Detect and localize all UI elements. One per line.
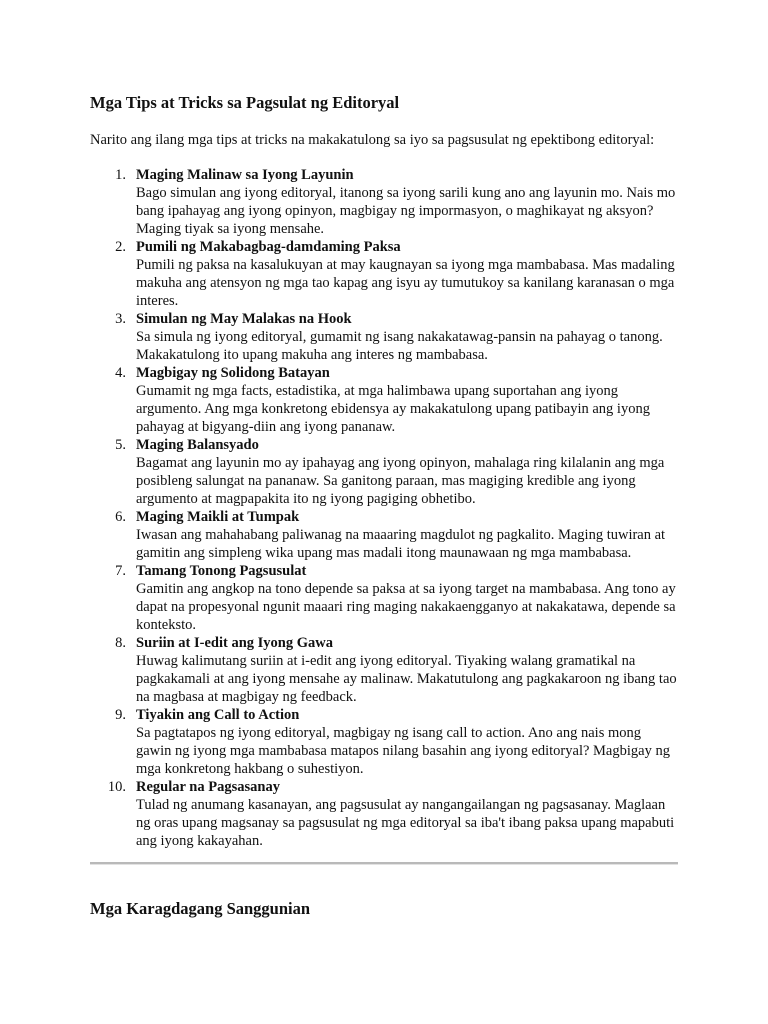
tip-body: Bagamat ang layunin mo ay ipahayag ang iyong opinyon, mahalaga ring kilalanin ang mga posibleng salungat na pananaw. Sa ganitong paraan, mas magiging kredible ang iyong argumento at magpapakita ito ng iyong pagiging obhetibo. (136, 455, 665, 507)
tip-title: Tiyakin ang Call to Action (136, 707, 300, 723)
tip-body: Gamitin ang angkop na tono depende sa paksa at sa iyong target na mambabasa. Ang tono ay dapat na propesyonal ngunit maaari ring maging nakakaengganyo at nakakatawa, depende sa konteksto. (136, 581, 676, 633)
tip-title: Regular na Pagsasanay (136, 779, 280, 795)
tip-title: Maging Maikli at Tumpak (136, 509, 300, 525)
tip-title: Magbigay ng Solidong Batayan (136, 365, 330, 381)
tip-body: Bago simulan ang iyong editoryal, itanong sa iyong sarili kung ano ang layunin mo. Nais mo bang ipahayag ang iyong opinyon, magbigay ng impormasyon, o maghikayat ng aksyon? Maging tiyak sa iyong mensahe. (136, 185, 676, 237)
tip-body: Iwasan ang mahahabang paliwanag na maaaring magdulot ng pagkalito. Maging tuwiran at gamitin ang simpleng wika upang mas madali itong maunawaan ng mga mambabasa. (136, 527, 666, 561)
tip-number: 8. (115, 635, 126, 651)
tip-item (90, 436, 680, 508)
tip-number: 1. (115, 167, 126, 183)
tip-title: Simulan ng May Malakas na Hook (136, 311, 352, 327)
document-title: Mga Tips at Tricks sa Pagsulat ng Editoryal (90, 93, 400, 112)
tip-title: Pumili ng Makabagbag-damdaming Paksa (136, 239, 401, 255)
tip-item (90, 508, 680, 562)
tip-body: Gumamit ng mga facts, estadistika, at mga halimbawa upang suportahan ang iyong argumento. Ang mga konkretong ebidensya ay makakatulong upang patibayin ang iyong pahayag at bigyang-diin ang iyong pananaw. (136, 383, 650, 435)
tip-number: 6. (115, 509, 126, 525)
tip-item (90, 634, 680, 706)
tip-number: 3. (115, 311, 126, 327)
tip-number: 2. (115, 239, 126, 255)
tip-item (90, 166, 680, 238)
tip-item (90, 238, 680, 310)
tip-number: 10. (107, 779, 126, 795)
intro-paragraph: Narito ang ilang mga tips at tricks na makakatulong sa iyo sa pagsusulat ng epektibong editoryal: (90, 132, 655, 148)
tip-title: Maging Malinaw sa Iyong Layunin (136, 167, 354, 183)
tip-item (90, 364, 680, 436)
tip-title: Suriin at I-edit ang Iyong Gawa (136, 635, 333, 651)
tip-title: Maging Balansyado (136, 437, 259, 453)
tip-item (90, 706, 680, 778)
tip-item (90, 562, 680, 634)
tip-number: 4. (115, 365, 126, 381)
tip-title: Tamang Tonong Pagsusulat (136, 563, 307, 579)
tip-body: Sa simula ng iyong editoryal, gumamit ng isang nakakatawag-pansin na pahayag o tanong. Makakatulong ito upang makuha ang interes ng mambabasa. (136, 329, 663, 363)
tip-number: 5. (115, 437, 126, 453)
tip-number: 9. (115, 707, 126, 723)
tip-body: Sa pagtatapos ng iyong editoryal, magbigay ng isang call to action. Ano ang nais mong gawin ng iyong mga mambabasa matapos nilang basahin ang iyong editoryal? Magbigay ng mga konkretong hakbang o suhestiyon. (136, 725, 670, 777)
tips-list (90, 166, 680, 850)
tip-number: 7. (115, 563, 126, 579)
tip-body: Huwag kalimutang suriin at i-edit ang iyong editoryal. Tiyaking walang gramatikal na pagkakamali at ang iyong mensahe ay malinaw. Makatutulong ang pagkakaroon ng ibang tao na magbasa at magbigay ng feedback. (136, 653, 677, 705)
tip-item (90, 778, 680, 850)
tip-body: Pumili ng paksa na kasalukuyan at may kaugnayan sa iyong mga mambabasa. Mas madaling makuha ang atensyon ng mga tao kapag ang isyu ay tumutukoy sa kanilang karanasan o mga interes. (136, 257, 675, 309)
section-title: Mga Karagdagang Sanggunian (90, 899, 311, 918)
horizontal-rule (90, 862, 678, 865)
tip-body: Tulad ng anumang kasanayan, ang pagsusulat ay nangangailangan ng pagsasanay. Maglaan ng oras upang magsanay sa pagsusulat ng mga editoryal sa iba't ibang paksa upang mapabuti ang iyong kakayahan. (136, 797, 675, 849)
tip-item (90, 310, 680, 364)
